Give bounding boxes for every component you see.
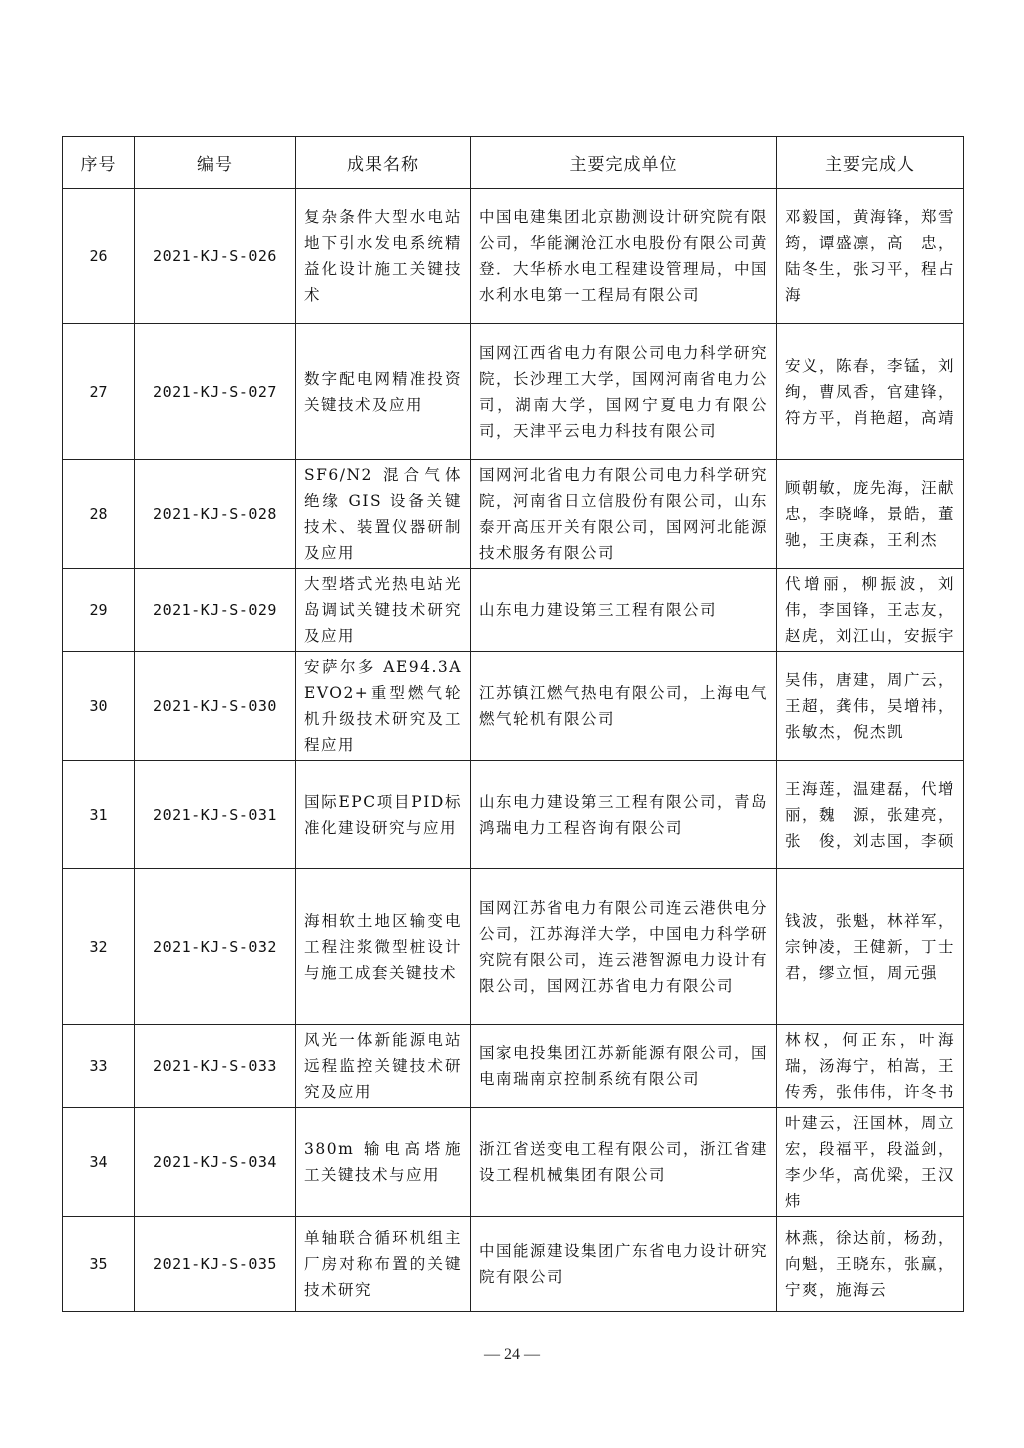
row-unit: 国网河北省电力有限公司电力科学研究院，河南省日立信股份有限公司，山东泰开高压开关有限公司，国网河北能源技术服务有限公司 xyxy=(471,460,777,569)
header-people: 主要完成人 xyxy=(777,137,964,189)
row-code: 2021-KJ-S-035 xyxy=(135,1217,296,1312)
row-seq: 29 xyxy=(63,569,135,652)
row-title: 大型塔式光热电站光岛调试关键技术研究及应用 xyxy=(296,569,471,652)
row-seq: 27 xyxy=(63,324,135,460)
row-title: 380m 输电高塔施工关键技术与应用 xyxy=(296,1108,471,1217)
row-people: 邓毅国，黄海锋，郑雪筠，谭盛凛，高 忠，陆冬生，张习平，程占海 xyxy=(777,189,964,324)
row-title: 复杂条件大型水电站地下引水发电系统精益化设计施工关键技术 xyxy=(296,189,471,324)
row-code: 2021-KJ-S-033 xyxy=(135,1025,296,1108)
header-seq: 序号 xyxy=(63,137,135,189)
row-code: 2021-KJ-S-027 xyxy=(135,324,296,460)
row-unit: 江苏镇江燃气热电有限公司，上海电气燃气轮机有限公司 xyxy=(471,652,777,761)
row-people: 顾朝敏，庞先海，汪献忠，李晓峰，景皓，董驰，王庚森，王利杰 xyxy=(777,460,964,569)
header-title: 成果名称 xyxy=(296,137,471,189)
row-code: 2021-KJ-S-029 xyxy=(135,569,296,652)
row-seq: 30 xyxy=(63,652,135,761)
row-unit: 山东电力建设第三工程有限公司 xyxy=(471,569,777,652)
row-title: 单轴联合循环机组主厂房对称布置的关键技术研究 xyxy=(296,1217,471,1312)
row-title: 数字配电网精准投资关键技术及应用 xyxy=(296,324,471,460)
row-seq: 32 xyxy=(63,869,135,1025)
table-row xyxy=(63,869,964,1025)
row-unit: 国网江西省电力有限公司电力科学研究院，长沙理工大学，国网河南省电力公司，湖南大学，国网宁夏电力有限公司，天津平云电力科技有限公司 xyxy=(471,324,777,460)
row-seq: 33 xyxy=(63,1025,135,1108)
header-unit: 主要完成单位 xyxy=(471,137,777,189)
achievements-table xyxy=(62,136,964,1312)
table-row xyxy=(63,652,964,761)
row-title: 国际EPC项目PID标准化建设研究与应用 xyxy=(296,761,471,869)
row-title: SF6/N2 混合气体绝缘 GIS 设备关键技术、装置仪器研制及应用 xyxy=(296,460,471,569)
page-number: — 24 — xyxy=(484,1346,540,1363)
row-unit: 国网江苏省电力有限公司连云港供电分公司，江苏海洋大学，中国电力科学研究院有限公司，连云港智源电力设计有限公司，国网江苏省电力有限公司 xyxy=(471,869,777,1025)
row-title: 风光一体新能源电站远程监控关键技术研究及应用 xyxy=(296,1025,471,1108)
row-title: 海相软土地区输变电工程注浆微型桩设计与施工成套关键技术 xyxy=(296,869,471,1025)
table-row xyxy=(63,569,964,652)
row-title: 安萨尔多 AE94.3A EVO2+重型燃气轮机升级技术研究及工程应用 xyxy=(296,652,471,761)
row-seq: 35 xyxy=(63,1217,135,1312)
row-unit: 山东电力建设第三工程有限公司，青岛鸿瑞电力工程咨询有限公司 xyxy=(471,761,777,869)
row-people: 林燕，徐达前，杨劲，向魁，王晓东，张赢，宁爽，施海云 xyxy=(777,1217,964,1312)
row-seq: 26 xyxy=(63,189,135,324)
row-code: 2021-KJ-S-031 xyxy=(135,761,296,869)
row-people: 叶建云，汪国林，周立宏，段福平，段溢剑，李少华，高优梁，王汉炜 xyxy=(777,1108,964,1217)
table-row xyxy=(63,1025,964,1108)
row-seq: 28 xyxy=(63,460,135,569)
row-people: 安义，陈春，李锰，刘绚，曹凤香，官建锋，符方平，肖艳超，高靖 xyxy=(777,324,964,460)
table-row xyxy=(63,1217,964,1312)
row-seq: 31 xyxy=(63,761,135,869)
row-unit: 国家电投集团江苏新能源有限公司，国电南瑞南京控制系统有限公司 xyxy=(471,1025,777,1108)
row-people: 钱波，张魁，林祥军，宗钟凌，王健新，丁士君，缪立恒，周元强 xyxy=(777,869,964,1025)
table-row xyxy=(63,460,964,569)
row-people: 吴伟，唐建，周广云，王超，龚伟，吴增祎，张敏杰，倪杰凯 xyxy=(777,652,964,761)
row-people: 代增丽，柳振波，刘伟，李国锋，王志友，赵虎，刘江山，安振宇 xyxy=(777,569,964,652)
table-row xyxy=(63,189,964,324)
row-people: 王海莲，温建磊，代增丽，魏 源，张建亮，张 俊，刘志国，李硕 xyxy=(777,761,964,869)
row-seq: 34 xyxy=(63,1108,135,1217)
row-code: 2021-KJ-S-030 xyxy=(135,652,296,761)
table-row xyxy=(63,1108,964,1217)
row-unit: 浙江省送变电工程有限公司，浙江省建设工程机械集团有限公司 xyxy=(471,1108,777,1217)
row-people: 林权，何正东，叶海瑞，汤海宁，柏嵩，王传秀，张伟伟，许冬书 xyxy=(777,1025,964,1108)
table-row xyxy=(63,761,964,869)
table-row xyxy=(63,324,964,460)
row-unit: 中国电建集团北京勘测设计研究院有限公司，华能澜沧江水电股份有限公司黄登．大华桥水电工程建设管理局，中国水利水电第一工程局有限公司 xyxy=(471,189,777,324)
header-code: 编号 xyxy=(135,137,296,189)
row-code: 2021-KJ-S-028 xyxy=(135,460,296,569)
row-code: 2021-KJ-S-026 xyxy=(135,189,296,324)
table-header-row xyxy=(63,137,964,189)
row-unit: 中国能源建设集团广东省电力设计研究院有限公司 xyxy=(471,1217,777,1312)
row-code: 2021-KJ-S-034 xyxy=(135,1108,296,1217)
row-code: 2021-KJ-S-032 xyxy=(135,869,296,1025)
